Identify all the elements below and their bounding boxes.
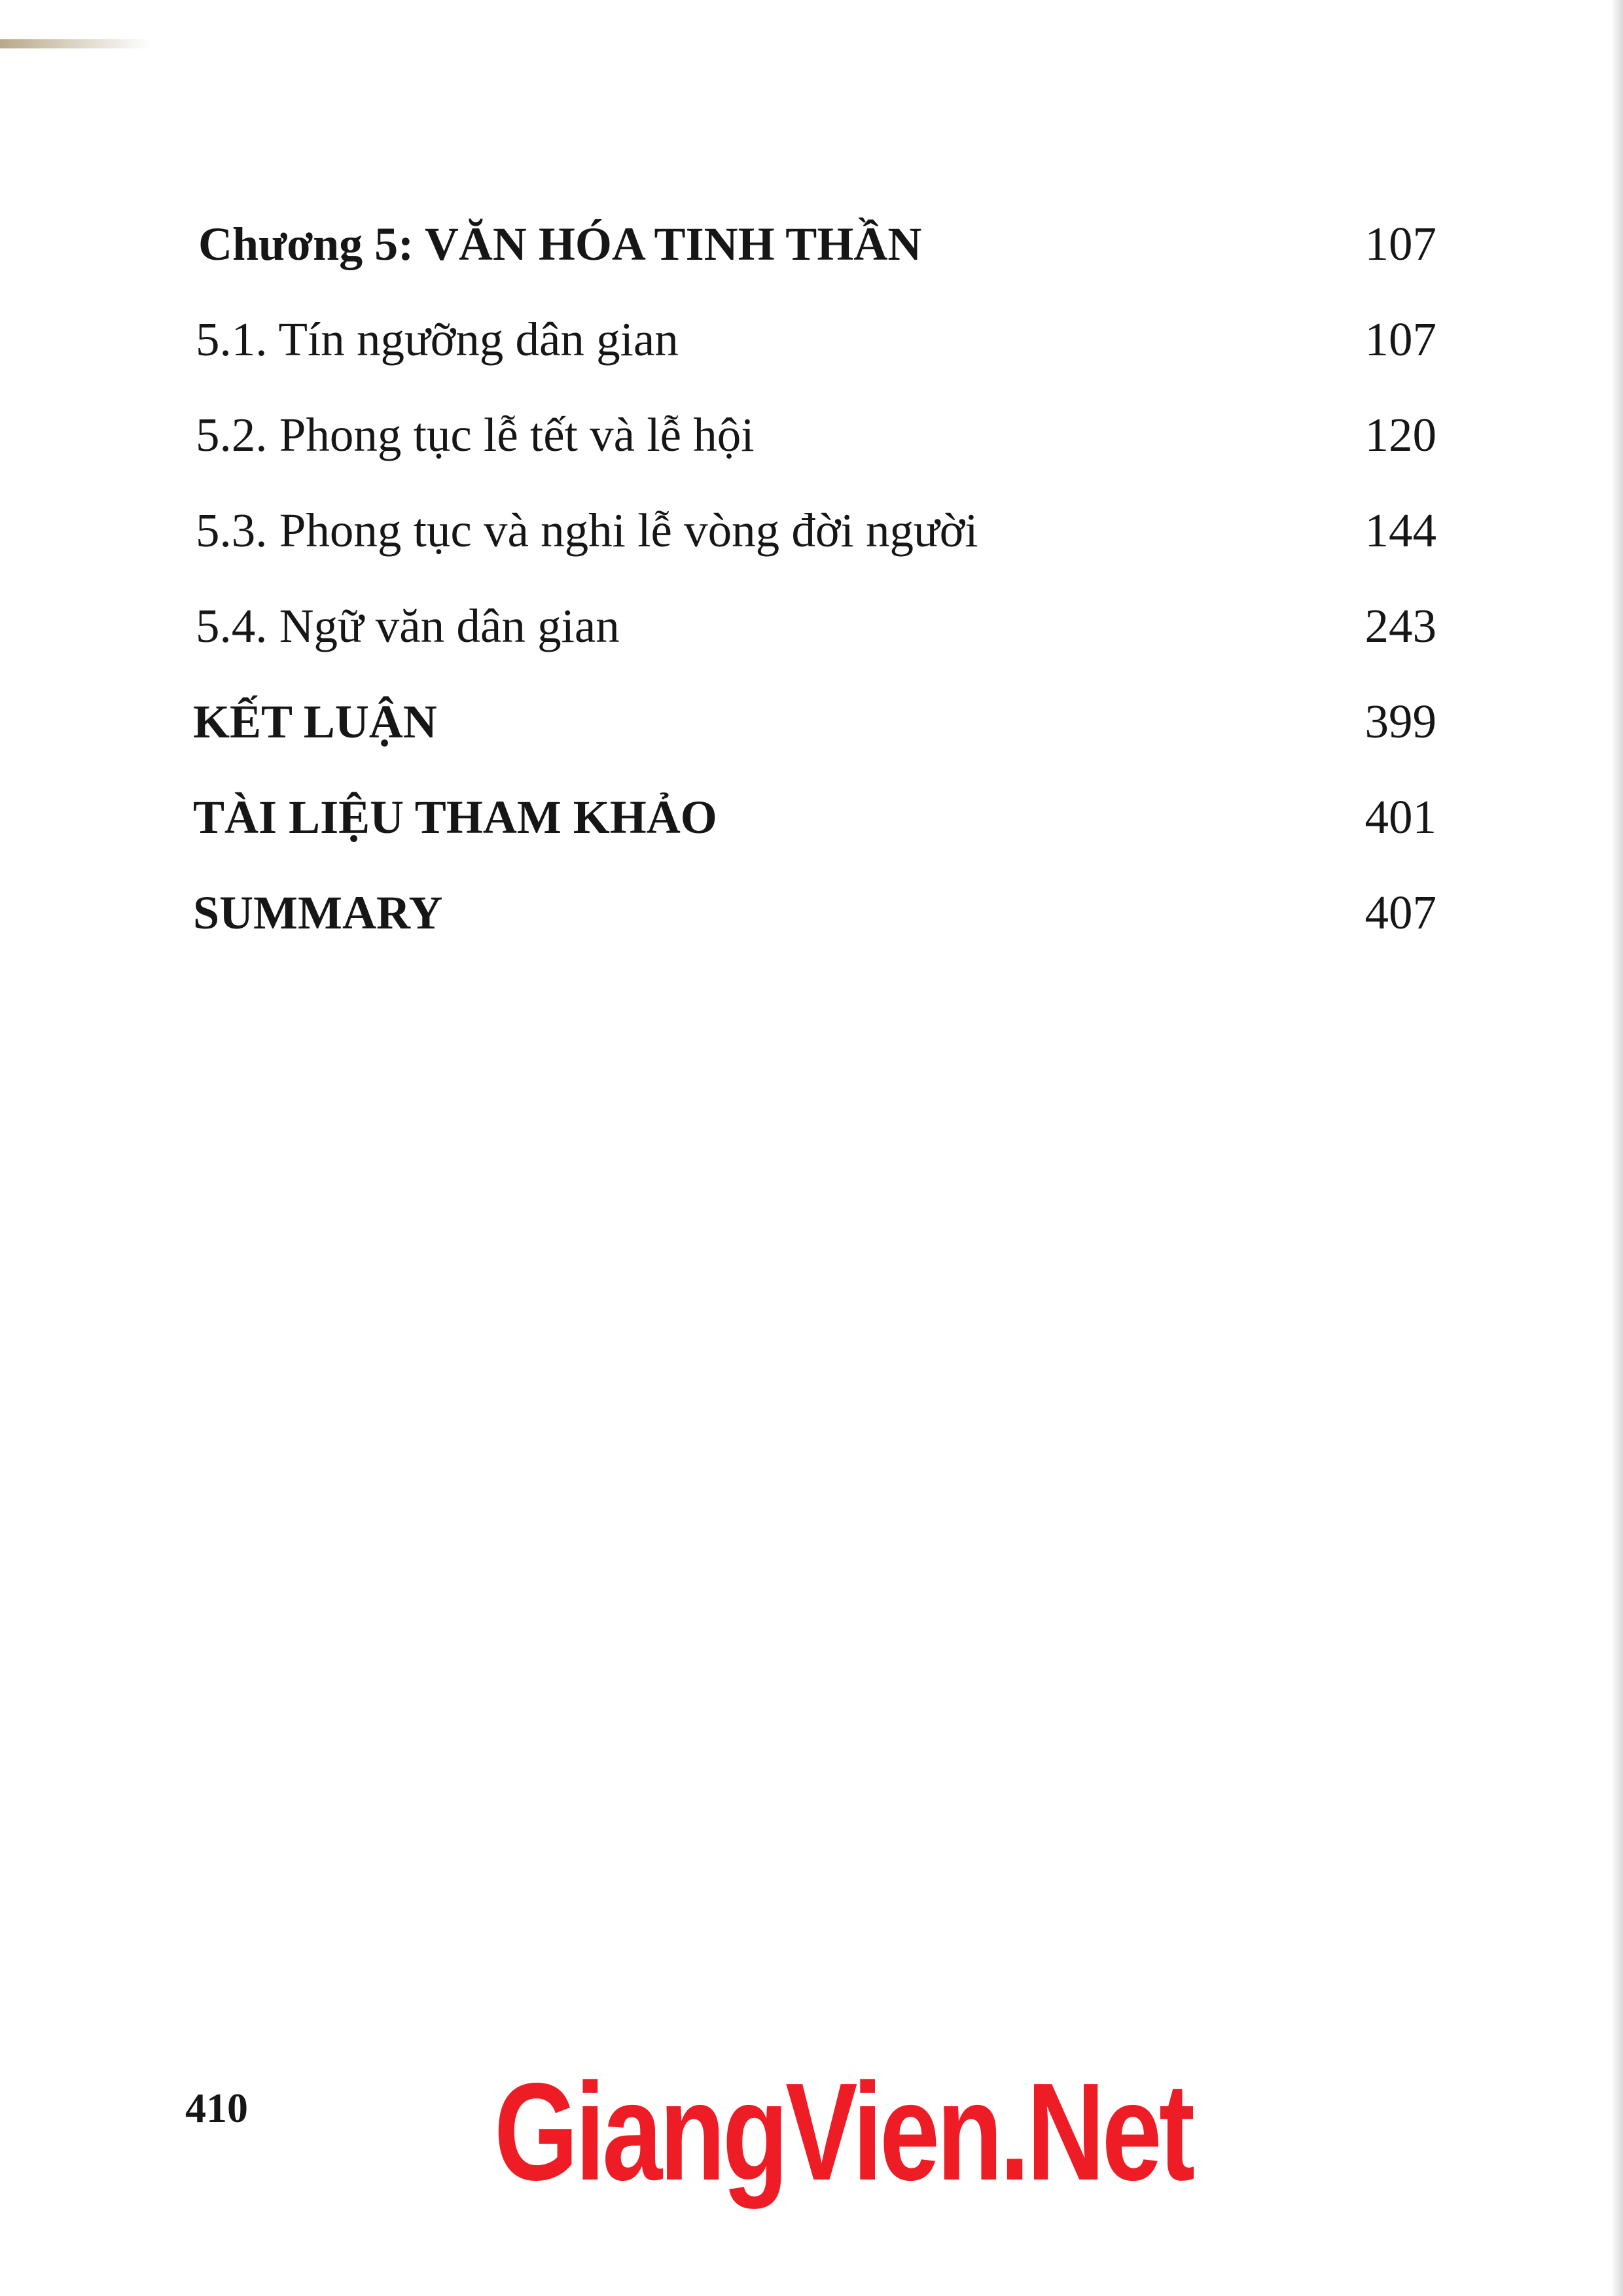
toc-entry-label: 5.3. Phong tục và nghi lễ vòng đời người xyxy=(196,504,978,557)
table-of-contents xyxy=(193,196,1436,961)
toc-entry-references xyxy=(193,769,1436,865)
toc-entry-page: 407 xyxy=(1364,886,1436,939)
page-edge-shadow xyxy=(1611,0,1623,2296)
toc-entry-conclusion xyxy=(193,674,1436,769)
toc-entry-page: 107 xyxy=(1364,313,1436,366)
toc-entry-5-1 xyxy=(193,292,1436,387)
watermark-logo: GiangVien.Net xyxy=(494,2054,1192,2209)
toc-entry-page: 399 xyxy=(1364,695,1436,748)
toc-entry-page: 107 xyxy=(1364,217,1436,270)
toc-entry-5-3 xyxy=(193,483,1436,578)
page-number: 410 xyxy=(185,2085,248,2131)
toc-entry-label: 5.2. Phong tục lễ tết và lễ hội xyxy=(196,408,755,461)
toc-entry-label: KẾT LUẬN xyxy=(193,696,437,748)
toc-entry-label: 5.1. Tín ngưỡng dân gian xyxy=(196,313,679,366)
toc-entry-page: 120 xyxy=(1364,408,1436,461)
toc-entry-summary xyxy=(193,865,1436,961)
toc-entry-label: SUMMARY xyxy=(193,887,443,939)
toc-entry-page: 243 xyxy=(1364,599,1436,652)
toc-entry-label: Chương 5: VĂN HÓA TINH THẦN xyxy=(198,218,922,270)
toc-entry-5-2 xyxy=(193,387,1436,483)
toc-entry-page: 401 xyxy=(1364,790,1436,843)
toc-entry-5-4 xyxy=(193,578,1436,674)
toc-entry-label: 5.4. Ngữ văn dân gian xyxy=(196,599,620,652)
page-edge-mark xyxy=(0,39,151,48)
toc-entry-label: TÀI LIỆU THAM KHẢO xyxy=(193,791,717,843)
toc-entry-page: 144 xyxy=(1364,504,1436,557)
toc-entry-chapter-5 xyxy=(193,196,1436,292)
